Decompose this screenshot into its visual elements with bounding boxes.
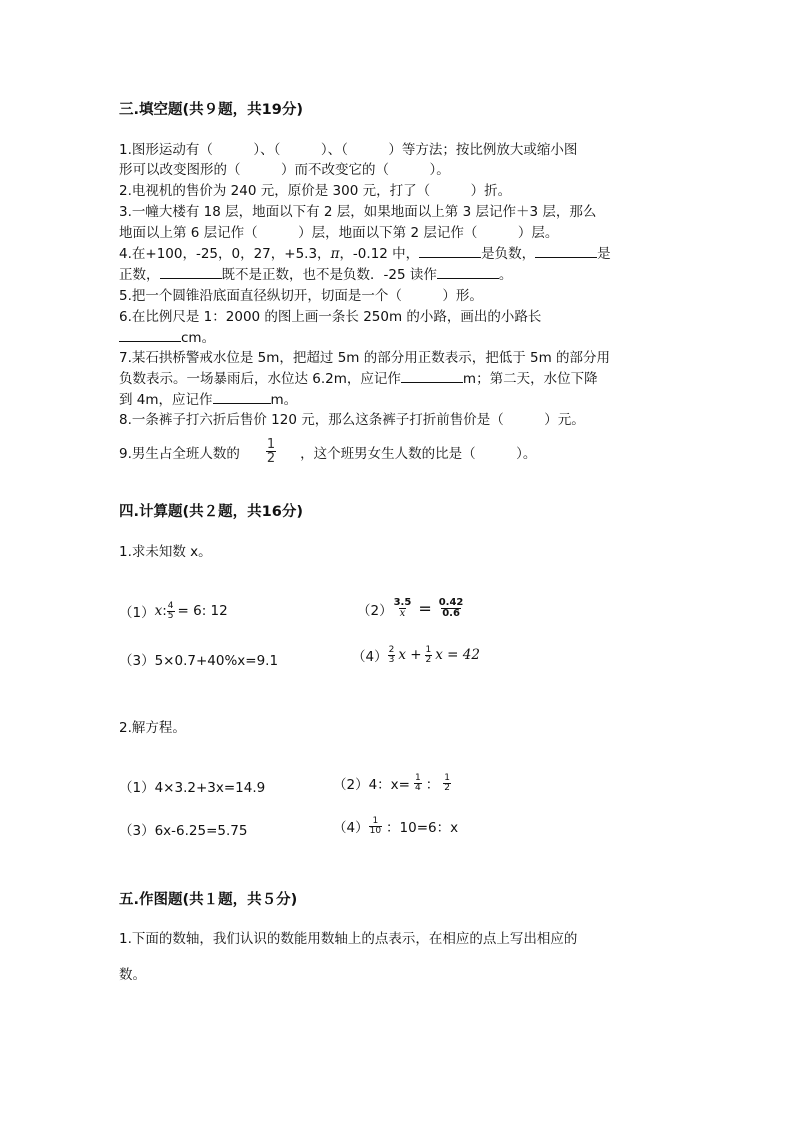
fraction-right: [438, 598, 465, 619]
drawing-q1-line2: 数。: [119, 967, 146, 983]
fraction-four-fifths: [167, 602, 175, 621]
q1-line1: 1.图形运动有（ ）、（ ）、（ ）等方法；按比例放大或缩小图: [119, 142, 578, 158]
fraction-numerator: 1: [414, 772, 421, 783]
section-5-heading: 五.作图题(共１题，共５分): [119, 892, 298, 908]
equation-start: （2）4：x=: [333, 777, 410, 793]
fraction-numerator: 1: [266, 437, 276, 452]
q5-line: 5.把一个圆锥沿底面直径纵切开，切面是一个（ ）形。: [119, 288, 483, 304]
fraction-denominator: 5: [167, 610, 174, 621]
fraction-denominator: x: [399, 608, 406, 619]
q4-text-d: 是: [597, 246, 611, 262]
colon: :: [162, 603, 167, 619]
q4-line2: [119, 263, 512, 283]
fraction-one-half: [266, 438, 276, 465]
fraction-denominator: 3: [388, 654, 395, 665]
q4-text-f: 既不是正数，也不是负数．-25 读作: [221, 267, 437, 283]
equation-rest: ：10=6：x: [386, 820, 459, 836]
fraction-two-thirds: [388, 646, 396, 665]
fraction-numerator: 0.42: [438, 597, 464, 608]
fraction-one-half: [443, 774, 451, 793]
fraction-numerator: 2: [388, 644, 395, 655]
calc-problem-2-title: 2.解方程。: [119, 720, 186, 736]
fraction-numerator: 3.5: [393, 597, 412, 608]
answer-blank[interactable]: [437, 264, 499, 279]
equals-sign: =: [418, 599, 432, 618]
q6-line1: 6.在比例尺是 1：2000 的图上画一条长 250m 的小路，画出的小路长: [119, 309, 542, 325]
fraction-one-tenth: [369, 817, 382, 836]
q9-text-b: ，这个班男女生人数的比是（ ）。: [300, 445, 537, 462]
calc-2-2: [333, 773, 451, 793]
answer-blank[interactable]: [401, 368, 463, 383]
calc-2-1: （1）4×3.2+3x=14.9: [119, 780, 266, 796]
q6-line2: [119, 326, 215, 346]
fraction-one-quarter: [414, 774, 422, 793]
q4-text-b: ，-0.12 中，: [339, 246, 420, 262]
q7-line3: [119, 388, 297, 408]
q2-line: 2.电视机的售价为 240 元，原价是 300 元，打了（ ）折。: [119, 183, 512, 199]
q8-line: 8.一条裤子打六折后售价 120 元，那么这条裤子打折前售价是（ ）元。: [119, 412, 585, 428]
fraction-numerator: 4: [167, 600, 174, 611]
section-3-heading: 三.填空题(共９题，共19分): [119, 102, 303, 118]
fraction-denominator: 10: [369, 825, 382, 836]
q9-text-a: 9.男生占全班人数的: [119, 445, 240, 462]
ratio-colon: ：: [425, 777, 440, 793]
q6-unit: cm。: [181, 330, 216, 346]
variable-x: x: [154, 603, 163, 619]
q4-line1: [119, 242, 611, 262]
q4-text-e: 正数，: [119, 267, 160, 283]
q4-text-c: 是负数，: [481, 246, 536, 262]
item-label: （1）: [119, 605, 155, 621]
fraction-numerator: 1: [372, 815, 379, 826]
pi-symbol: π: [330, 246, 340, 262]
q7-text-c: 到 4m，应记作: [119, 392, 213, 408]
equation-end: x = 42: [435, 647, 480, 663]
fraction-left: [393, 598, 413, 619]
calc-1-1: [119, 601, 228, 621]
q7-text-a: 负数表示。一场暴雨后，水位达 6.2m，应记作: [119, 371, 401, 387]
equation-middle: x +: [398, 647, 422, 663]
equation-rest: = 6: 12: [177, 603, 228, 619]
calc-2-4: [333, 816, 458, 836]
fraction-numerator: 1: [425, 644, 432, 655]
calc-problem-1-title: 1.求未知数 x。: [119, 544, 212, 560]
answer-blank[interactable]: [213, 389, 271, 404]
fraction-denominator: 2: [444, 782, 450, 793]
calc-1-2: [357, 598, 464, 619]
calc-1-4: [352, 645, 480, 665]
fraction-denominator: 2: [425, 654, 432, 665]
section-4-heading: 四.计算题(共２题，共16分): [119, 504, 303, 520]
q7-line1: 7.某石拱桥警戒水位是 5m，把超过 5m 的部分用正数表示，把低于 5m 的部分用: [119, 350, 611, 366]
drawing-q1-line1: 1.下面的数轴，我们认识的数能用数轴上的点表示，在相应的点上写出相应的: [119, 931, 578, 947]
q4-text-a: 4.在+100，-25，0，27，+5.3，: [119, 246, 331, 262]
answer-blank[interactable]: [119, 327, 181, 342]
q7-line2: [119, 367, 598, 387]
answer-blank[interactable]: [535, 243, 597, 258]
fraction-denominator: 0.6: [442, 608, 460, 619]
q4-text-g: 。: [498, 267, 513, 283]
calc-1-3: （3）5×0.7+40%x=9.1: [119, 653, 279, 669]
fraction-numerator: 1: [444, 772, 450, 783]
answer-blank[interactable]: [160, 264, 222, 279]
q3-line1: 3.一幢大楼有 18 层，地面以下有 2 层，如果地面以上第 3 层记作＋3 层，那么: [119, 204, 597, 220]
q1-line2: 形可以改变图形的（ ）而不改变它的（ ）。: [119, 162, 450, 178]
q9-line: [119, 438, 536, 465]
fraction-one-half: [425, 646, 433, 665]
q7-text-b: m；第二天，水位下降: [462, 371, 598, 387]
item-label: （4）: [352, 649, 388, 665]
item-label: （2）: [357, 602, 393, 619]
calc-2-3: （3）6x-6.25=5.75: [119, 823, 248, 839]
fraction-denominator: 4: [414, 782, 421, 793]
fraction-denominator: 2: [266, 451, 276, 466]
q7-text-d: m。: [270, 392, 298, 408]
item-label: （4）: [333, 820, 369, 836]
q3-line2: 地面以上第 6 层记作（ ）层，地面以下第 2 层记作（ ）层。: [119, 225, 559, 241]
answer-blank[interactable]: [419, 243, 481, 258]
